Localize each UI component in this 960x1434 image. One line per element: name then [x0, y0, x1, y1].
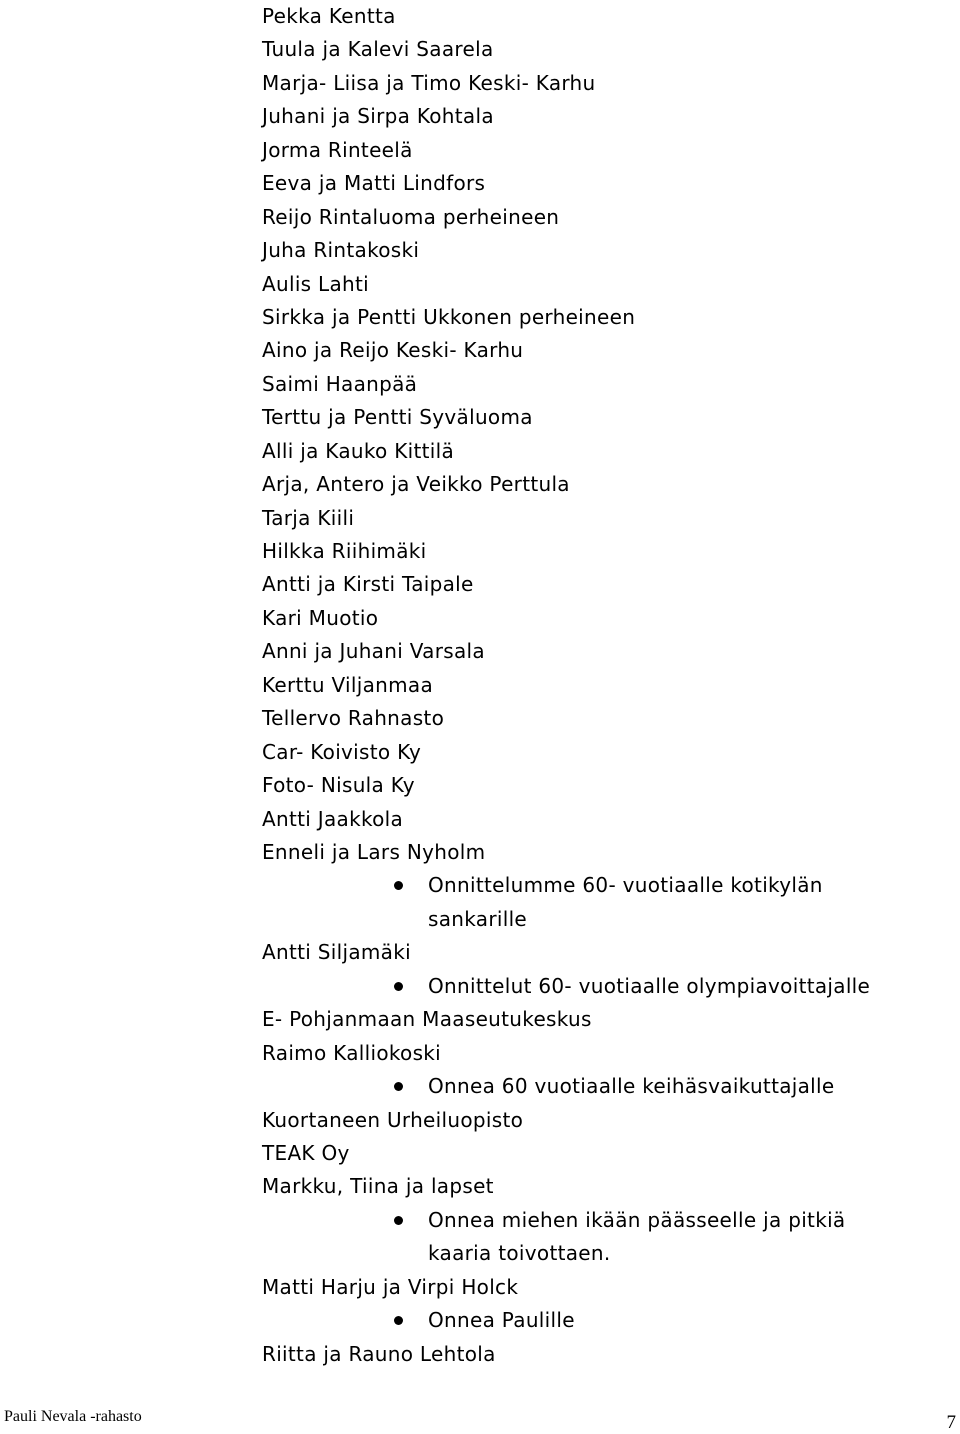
- bullet-icon: [394, 1316, 403, 1325]
- sender-name: Foto- Nisula Ky: [262, 773, 415, 798]
- greeting-message-line: Onnea Paulille: [428, 1308, 575, 1333]
- bullet-icon: [394, 982, 403, 991]
- sender-name: Sirkka ja Pentti Ukkonen perheineen: [262, 304, 636, 329]
- sender-name: Riitta ja Rauno Lehtola: [262, 1341, 496, 1366]
- greeting-message-line: Onnea 60 vuotiaalle keihäsvaikuttajalle: [428, 1074, 835, 1099]
- sender-name: Tarja Kiili: [262, 505, 355, 530]
- page-footer: [0, 1408, 960, 1433]
- sender-name: Kuortaneen Urheiluopisto: [262, 1107, 524, 1132]
- page-number: 7: [946, 1412, 956, 1433]
- sender-name: Jorma Rinteelä: [262, 137, 413, 162]
- sender-name: Tuula ja Kalevi Saarela: [262, 37, 494, 62]
- sender-name: Eeva ja Matti Lindfors: [262, 171, 486, 196]
- sender-name: Antti Jaakkola: [262, 806, 404, 831]
- sender-name: Saimi Haanpää: [262, 371, 418, 396]
- greeting-message-line: sankarille: [428, 906, 528, 931]
- greeting-message-line: Onnea miehen ikään päässeelle ja pitkiä: [428, 1207, 846, 1232]
- sender-name: TEAK Oy: [262, 1140, 350, 1165]
- sender-name: Juha Rintakoski: [262, 238, 420, 263]
- sender-name: E- Pohjanmaan Maaseutukeskus: [262, 1007, 592, 1032]
- sender-name: Alli ja Kauko Kittilä: [262, 438, 455, 463]
- greeting-message: [262, 1204, 952, 1271]
- sender-name: Kerttu Viljanmaa: [262, 672, 434, 697]
- sender-name: Tellervo Rahnasto: [262, 706, 445, 731]
- bullet-icon: [394, 1216, 403, 1225]
- sender-name: Aino ja Reijo Keski- Karhu: [262, 338, 524, 363]
- sender-name: Car- Koivisto Ky: [262, 739, 422, 764]
- footer-title: Pauli Nevala -rahasto: [4, 1408, 142, 1425]
- bullet-icon: [394, 1082, 403, 1091]
- sender-name: Raimo Kalliokoski: [262, 1040, 442, 1065]
- sender-name: Arja, Antero ja Veikko Perttula: [262, 472, 570, 497]
- sender-name: Aulis Lahti: [262, 271, 370, 296]
- sender-name: Antti ja Kirsti Taipale: [262, 572, 474, 597]
- sender-name: Marja- Liisa ja Timo Keski- Karhu: [262, 70, 596, 95]
- greeting-message: [262, 970, 952, 1003]
- greeting-message: [262, 1070, 952, 1103]
- sender-name: Reijo Rintaluoma perheineen: [262, 204, 560, 229]
- sender-name: Kari Muotio: [262, 605, 379, 630]
- sender-name: Markku, Tiina ja lapset: [262, 1174, 494, 1199]
- greeting-message-line: Onnittelut 60- vuotiaalle olympiavoittajalle: [428, 973, 871, 998]
- greetings-list-container: [262, 0, 952, 1371]
- greeting-message: [262, 1304, 952, 1337]
- sender-name: Enneli ja Lars Nyholm: [262, 839, 486, 864]
- sender-name: Antti Siljamäki: [262, 940, 411, 965]
- bullet-icon: [394, 881, 403, 890]
- greeting-message-line: kaaria toivottaen.: [428, 1241, 611, 1266]
- sender-name: Hilkka Riihimäki: [262, 539, 427, 563]
- sender-name: Pekka Kentta: [262, 4, 396, 28]
- sender-name: Matti Harju ja Virpi Holck: [262, 1274, 519, 1299]
- greeting-message-line: Onnittelumme 60- vuotiaalle kotikylän: [428, 873, 823, 898]
- greeting-message: [262, 869, 952, 936]
- sender-name: Anni ja Juhani Varsala: [262, 639, 485, 664]
- sender-name: Juhani ja Sirpa Kohtala: [262, 104, 494, 129]
- greetings-list: [262, 0, 952, 1371]
- sender-name: Terttu ja Pentti Syväluoma: [262, 405, 533, 430]
